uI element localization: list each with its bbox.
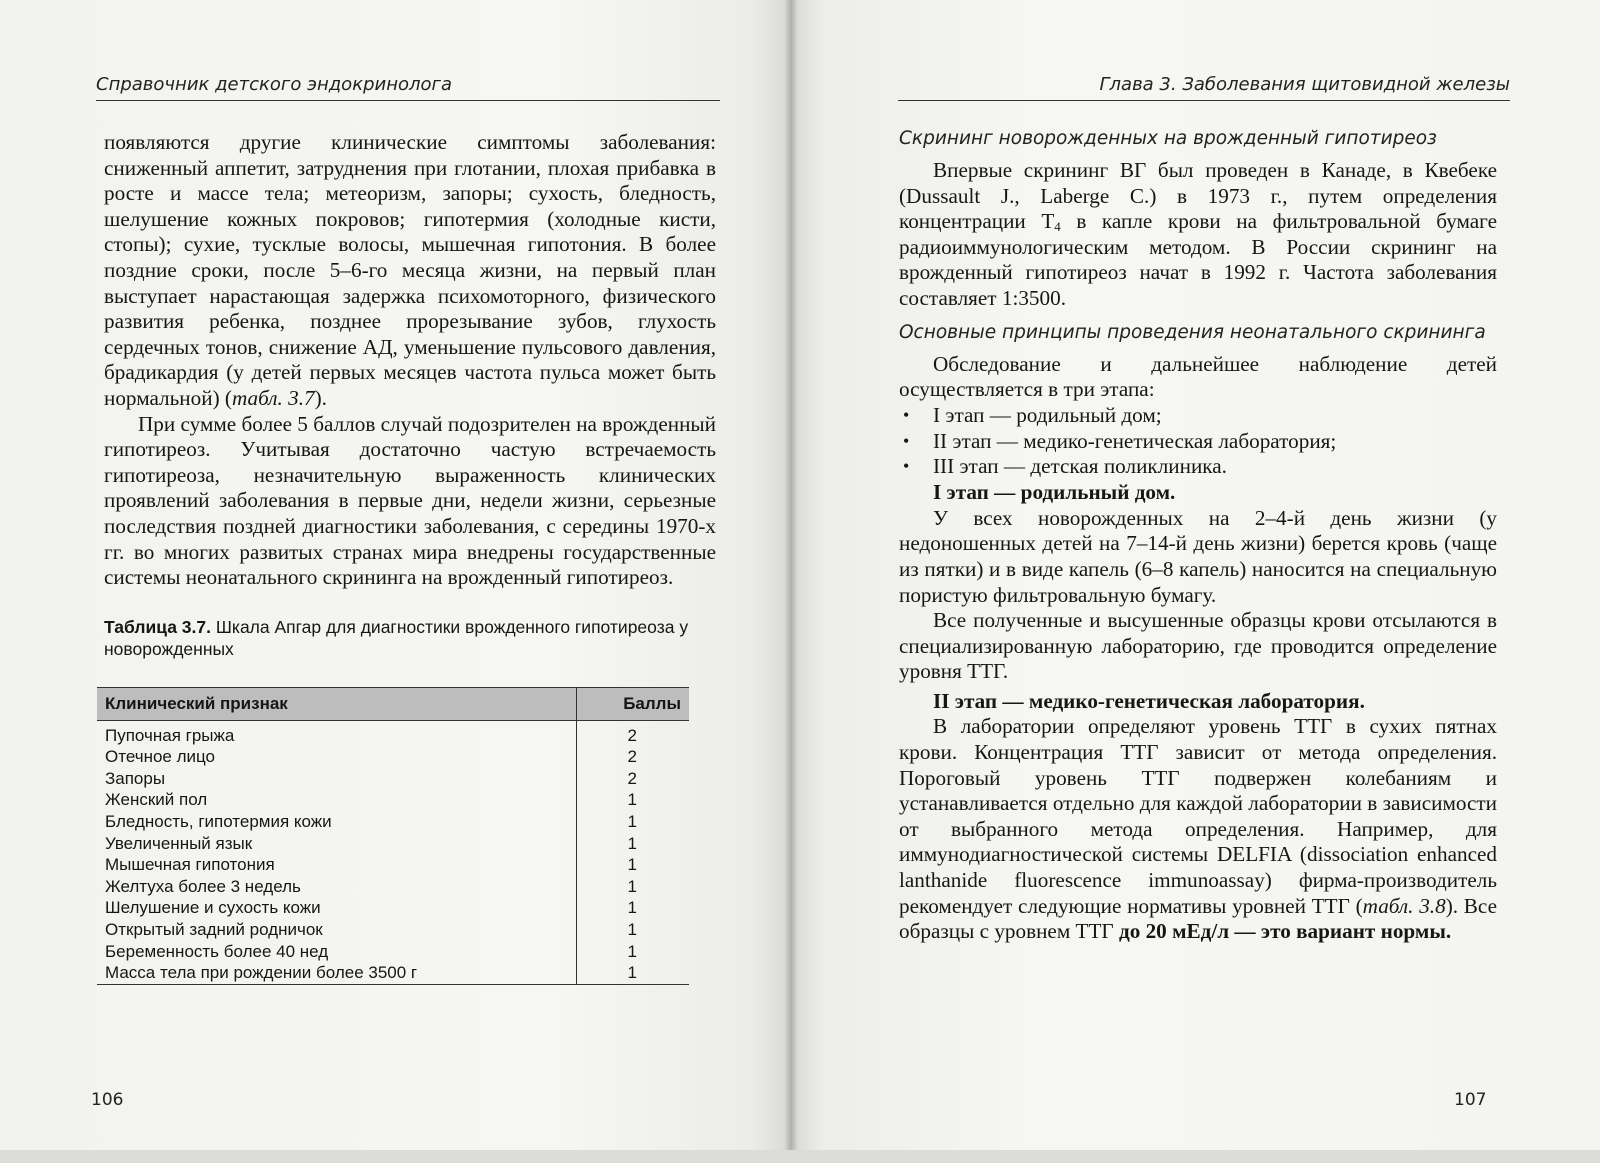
apgar-score-table bbox=[97, 687, 689, 985]
scan-bottom-edge bbox=[0, 1150, 1600, 1163]
table-row bbox=[97, 919, 689, 941]
sign-cell: Масса тела при рождении более 3500 г bbox=[97, 962, 577, 984]
points-cell: 1 bbox=[577, 941, 690, 963]
running-head-left: Справочник детского эндокринолога bbox=[96, 74, 720, 101]
table-row bbox=[97, 811, 689, 833]
body-paragraph: При сумме более 5 баллов случай подозрителен на врожденный гипотиреоз. Учитывая достаточно частую встречаемость гипотиреоза, незначительную выраженность клинических проявлений заболевания в первые дни, недели жизни, серьезные последствия поздней диагностики заболевания, с середины 1970-х гг. во многих развитых странах мира внедрены государственные системы неонатального скрининга на врожденный гипотиреоз. bbox=[104, 411, 716, 590]
points-cell: 1 bbox=[577, 811, 690, 833]
points-cell: 1 bbox=[577, 854, 690, 876]
sign-cell: Пупочная грыжа bbox=[105, 725, 235, 745]
sign-cell: Бледность, гипотермия кожи bbox=[105, 812, 332, 832]
table-row bbox=[97, 720, 689, 746]
list-item: • I этап — родильный дом; bbox=[903, 402, 1162, 427]
right-page bbox=[790, 0, 1600, 1163]
body-paragraph: У всех новорожденных на 2–4-й день жизни (у недоношенных детей на 7–14-й день жизни) берется кровь (чаще из пятки) и в виде капель (6–8 капель) наносится на специальную пористую фильтровальную бумагу. bbox=[899, 505, 1497, 607]
sign-cell: Беременность более 40 нед bbox=[105, 941, 329, 961]
emphasis-text: до 20 мЕд/л — это вариант нормы. bbox=[1118, 919, 1452, 944]
page-number-left: 106 bbox=[91, 1090, 124, 1110]
table-row bbox=[97, 897, 689, 919]
body-paragraph: Все полученные и высушенные образцы крови отсылаются в специализированную лабораторию, где проводится определение уровня ТТГ. bbox=[899, 608, 1497, 684]
body-paragraph: появляются другие клинические симптомы заболевания: сниженный аппетит, затруднения при глотании, плохая прибавка в росте и массе тела; метеоризм, запоры; сухость, бледность, шелушение кожных покровов; гипотермия (холодные кисти, стопы); сухие, тусклые волосы, мышечная гипотония. В более поздние сроки, после 5–6-го месяца жизни, на первый план выступает нарастающая задержка психомоторного, физического развития ребенка, позднее прорезывание зубов, глухость сердечных тонов, снижение АД, уменьшение пульсового давления, брадикардия (у детей первых месяцев частота пульса может быть нормальной) (табл. 3.7). bbox=[104, 130, 716, 410]
table-reference: табл. 3.7 bbox=[231, 385, 315, 410]
section-heading-screening: Скрининг новорожденных на врожденный гипотиреоз bbox=[899, 128, 1437, 149]
column-header-sign: Клинический признак bbox=[97, 687, 577, 720]
body-paragraph: В лаборатории определяют уровень ТТГ в сухих пятнах крови. Концентрация ТТГ зависит от метода определения. Пороговый уровень ТТГ подвержен колебаниям и устанавливается отдельно для каждой лаборатории в зависимости от выбранного метода определения. Например, для иммунодиагностической системы DELFIA (dissociation enhanced lanthanide fluorescence immunoassay) фирма-производитель рекомендует следующие нормативы уровней ТТГ (табл. 3.8). Все образцы с уровнем ТТГ до 20 мЕд/л — это вариант нормы. bbox=[899, 714, 1498, 944]
sign-cell: Желтуха более 3 недель bbox=[105, 876, 301, 896]
sign-cell: Женский пол bbox=[105, 790, 208, 810]
sign-cell: Отечное лицо bbox=[105, 747, 216, 767]
right-text-column bbox=[899, 126, 1497, 945]
points-cell: 1 bbox=[577, 833, 690, 855]
column-header-points: Баллы bbox=[577, 687, 690, 720]
list-item: • III этап — детская поликлиника. bbox=[903, 454, 1227, 479]
table-reference: табл. 3.8 bbox=[1362, 893, 1446, 918]
points-cell: 1 bbox=[577, 789, 690, 811]
list-item: • II этап — медико-генетическая лаборатория; bbox=[903, 428, 1337, 453]
stage-heading: II этап — медико-генетическая лаборатория. bbox=[933, 688, 1365, 713]
sign-cell: Запоры bbox=[105, 768, 166, 788]
body-paragraph: Впервые скрининг ВГ был проведен в Канаде, в Квебеке (Dussault J., Laberge C.) в 1973 г., путем определения концентрации $Т_4$ в капле крови на фильтровальной бумаге радиоиммунологическим методом. В России скрининг на врожденный гипотиреоз начат в 1992 г. Частота заболевания составляет 1:3500. bbox=[899, 158, 1497, 310]
page-number-right: 107 bbox=[1454, 1090, 1487, 1110]
sign-cell: Шелушение и сухость кожи bbox=[105, 898, 321, 918]
table-row bbox=[97, 768, 689, 790]
book-gutter-shadow bbox=[784, 0, 798, 1163]
section-heading-principles: Основные принципы проведения неонатального скрининга bbox=[899, 321, 1486, 343]
table-caption-text: Шкала Апгар для диагностики врожденного гипотиреоза у новорожденных bbox=[104, 616, 689, 659]
points-cell: 2 bbox=[577, 768, 690, 790]
stages-list bbox=[899, 403, 1497, 480]
bullet-icon: • bbox=[903, 456, 910, 477]
points-cell: 1 bbox=[577, 876, 690, 898]
table-row bbox=[97, 941, 689, 963]
stage-heading: I этап — родильный дом. bbox=[933, 480, 1176, 505]
points-cell: 1 bbox=[577, 897, 690, 919]
sign-cell: Открытый задний родничок bbox=[105, 920, 323, 940]
body-paragraph: Обследование и дальнейшее наблюдение детей осуществляется в три этапа: bbox=[899, 351, 1497, 402]
table-row bbox=[97, 962, 689, 984]
sign-cell: Мышечная гипотония bbox=[105, 855, 275, 875]
table-caption-label: Таблица 3.7. bbox=[104, 616, 211, 637]
sign-cell: Увеличенный язык bbox=[105, 833, 253, 853]
table-row bbox=[97, 876, 689, 898]
left-text-column bbox=[104, 130, 716, 985]
points-cell: 2 bbox=[577, 720, 690, 746]
points-cell: 1 bbox=[577, 962, 690, 984]
bullet-icon: • bbox=[903, 430, 910, 451]
points-cell: 2 bbox=[577, 746, 690, 768]
table-row bbox=[97, 746, 689, 768]
table-row bbox=[97, 833, 689, 855]
table-row bbox=[97, 854, 689, 876]
points-cell: 1 bbox=[577, 919, 690, 941]
table-row bbox=[97, 789, 689, 811]
running-head-right: Глава 3. Заболевания щитовидной железы bbox=[898, 74, 1510, 101]
left-page bbox=[0, 0, 790, 1163]
table-header-row bbox=[97, 687, 689, 720]
bullet-icon: • bbox=[903, 404, 910, 425]
table-caption bbox=[104, 616, 716, 660]
